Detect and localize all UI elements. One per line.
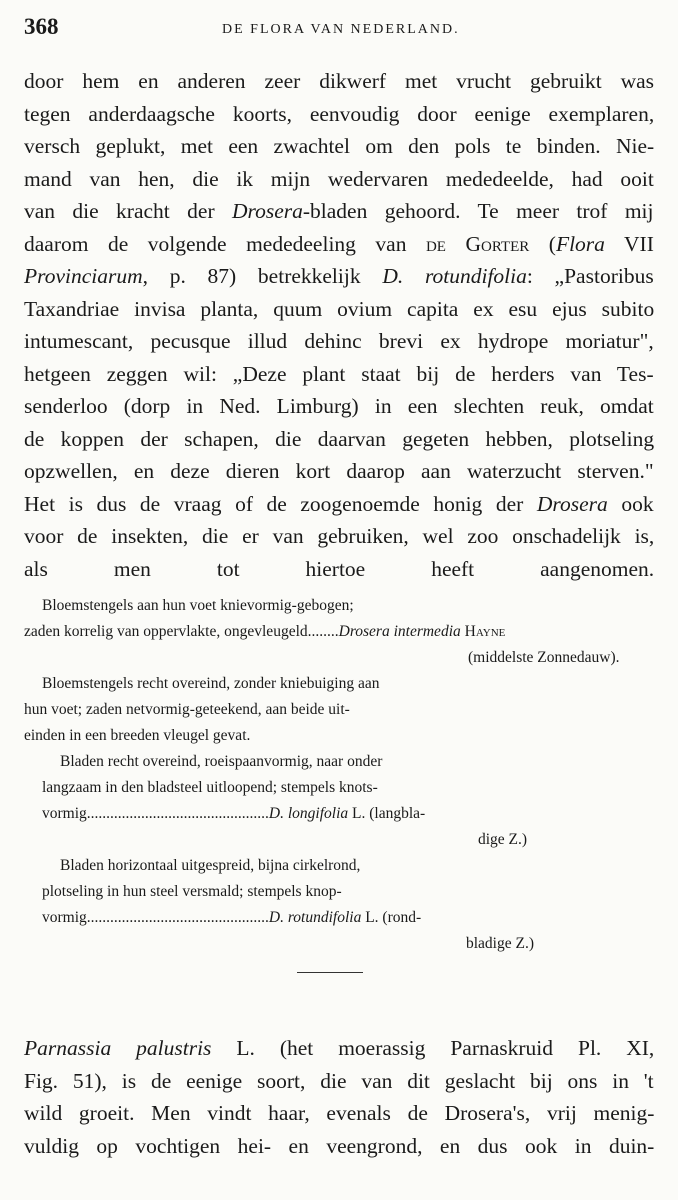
key-line: vormig...............................................D. rotundifolia L. (rond- [42, 909, 422, 926]
key-line: plotseling in hun steel versmald; stempels knop- [42, 883, 342, 900]
section-divider [297, 972, 363, 973]
body-line: Taxandriae invisa planta, quum ovium capita ex esu ejus subito [24, 296, 655, 321]
body-line: senderloo (dorp in Ned. Limburg) in een slechten reuk, omdat [24, 394, 654, 418]
body-line: daarom de volgende mededeeling van de Gorter (Flora VII [24, 231, 654, 256]
body-line: versch geplukt, met een zwachtel om den pols te binden. Nie- [24, 134, 655, 158]
key-line: bladige Z.) [466, 935, 535, 952]
body-line: wild groeit. Men vindt haar, evenals de Drosera's, vrij menig- [24, 1101, 655, 1125]
key-line: Bladen recht overeind, roeispaanvormig, naar onder [60, 753, 383, 770]
body-line: Het is dus de vraag of de zoogenoemde honig der Drosera ook [24, 491, 654, 516]
body-line: opzwellen, en deze dieren kort daarop aan waterzucht sterven." [24, 459, 654, 483]
page-header [24, 14, 654, 44]
body-line: door hem en anderen zeer dikwerf met vrucht gebruikt was [24, 69, 655, 93]
body-line: hetgeen zeggen wil: „Deze plant staat bij de herders van Tes- [24, 361, 654, 386]
body-line: van die kracht der Drosera-bladen gehoord. Te meer trof mij [24, 199, 654, 223]
key-line: einden in een breeden vleugel gevat. [24, 727, 251, 744]
body-line: mand van hen, die ik mijn wedervaren mededeelde, had ooit [24, 166, 654, 191]
key-line: vormig...............................................D. longifolia L. (langbla- [42, 805, 426, 822]
key-line: hun voet; zaden netvormig-geteekend, aan beide uit- [24, 701, 350, 718]
key-line: langzaam in den bladsteel uitloopend; stempels knots- [42, 779, 378, 796]
body-line: als men tot hiertoe heeft aangenomen. [24, 556, 655, 581]
key-line: Bladen horizontaal uitgespreid, bijna cirkelrond, [60, 857, 361, 874]
body-line: de koppen der schapen, die daarvan gegeten hebben, plotseling [24, 426, 655, 451]
key-line: dige Z.) [478, 831, 528, 848]
body-line: voor de insekten, die er van gebruiken, wel zoo onschadelijk is, [24, 524, 655, 548]
key-line: zaden korrelig van oppervlakte, ongevleugeld........Drosera intermedia Hayne [24, 623, 506, 640]
key-line: Bloemstengels aan hun voet knievormig-gebogen; [42, 597, 354, 614]
body-line: vuldig op vochtigen hei- en veengrond, en dus ook in duin- [24, 1133, 655, 1158]
body-line: intumescant, pecusque illud dehinc brevi ex hydrope moriatur", [24, 329, 654, 353]
key-line: Bloemstengels recht overeind, zonder kniebuiging aan [42, 675, 380, 692]
page-number: 368 [24, 14, 59, 39]
key-line: (middelste Zonnedauw). [468, 649, 620, 666]
running-title: DE FLORA VAN NEDERLAND. [222, 22, 460, 37]
body-line: tegen anderdaagsche koorts, eenvoudig door eenige exemplaren, [24, 101, 655, 126]
body-line: Parnassia palustris L. (het moerassig Parnaskruid Pl. XI, [24, 1036, 655, 1060]
body-line: Fig. 51), is de eenige soort, die van dit geslacht bij ons in 't [24, 1068, 654, 1093]
body-line: Provinciarum, p. 87) betrekkelijk D. rotundifolia: „Pastoribus [24, 264, 654, 288]
